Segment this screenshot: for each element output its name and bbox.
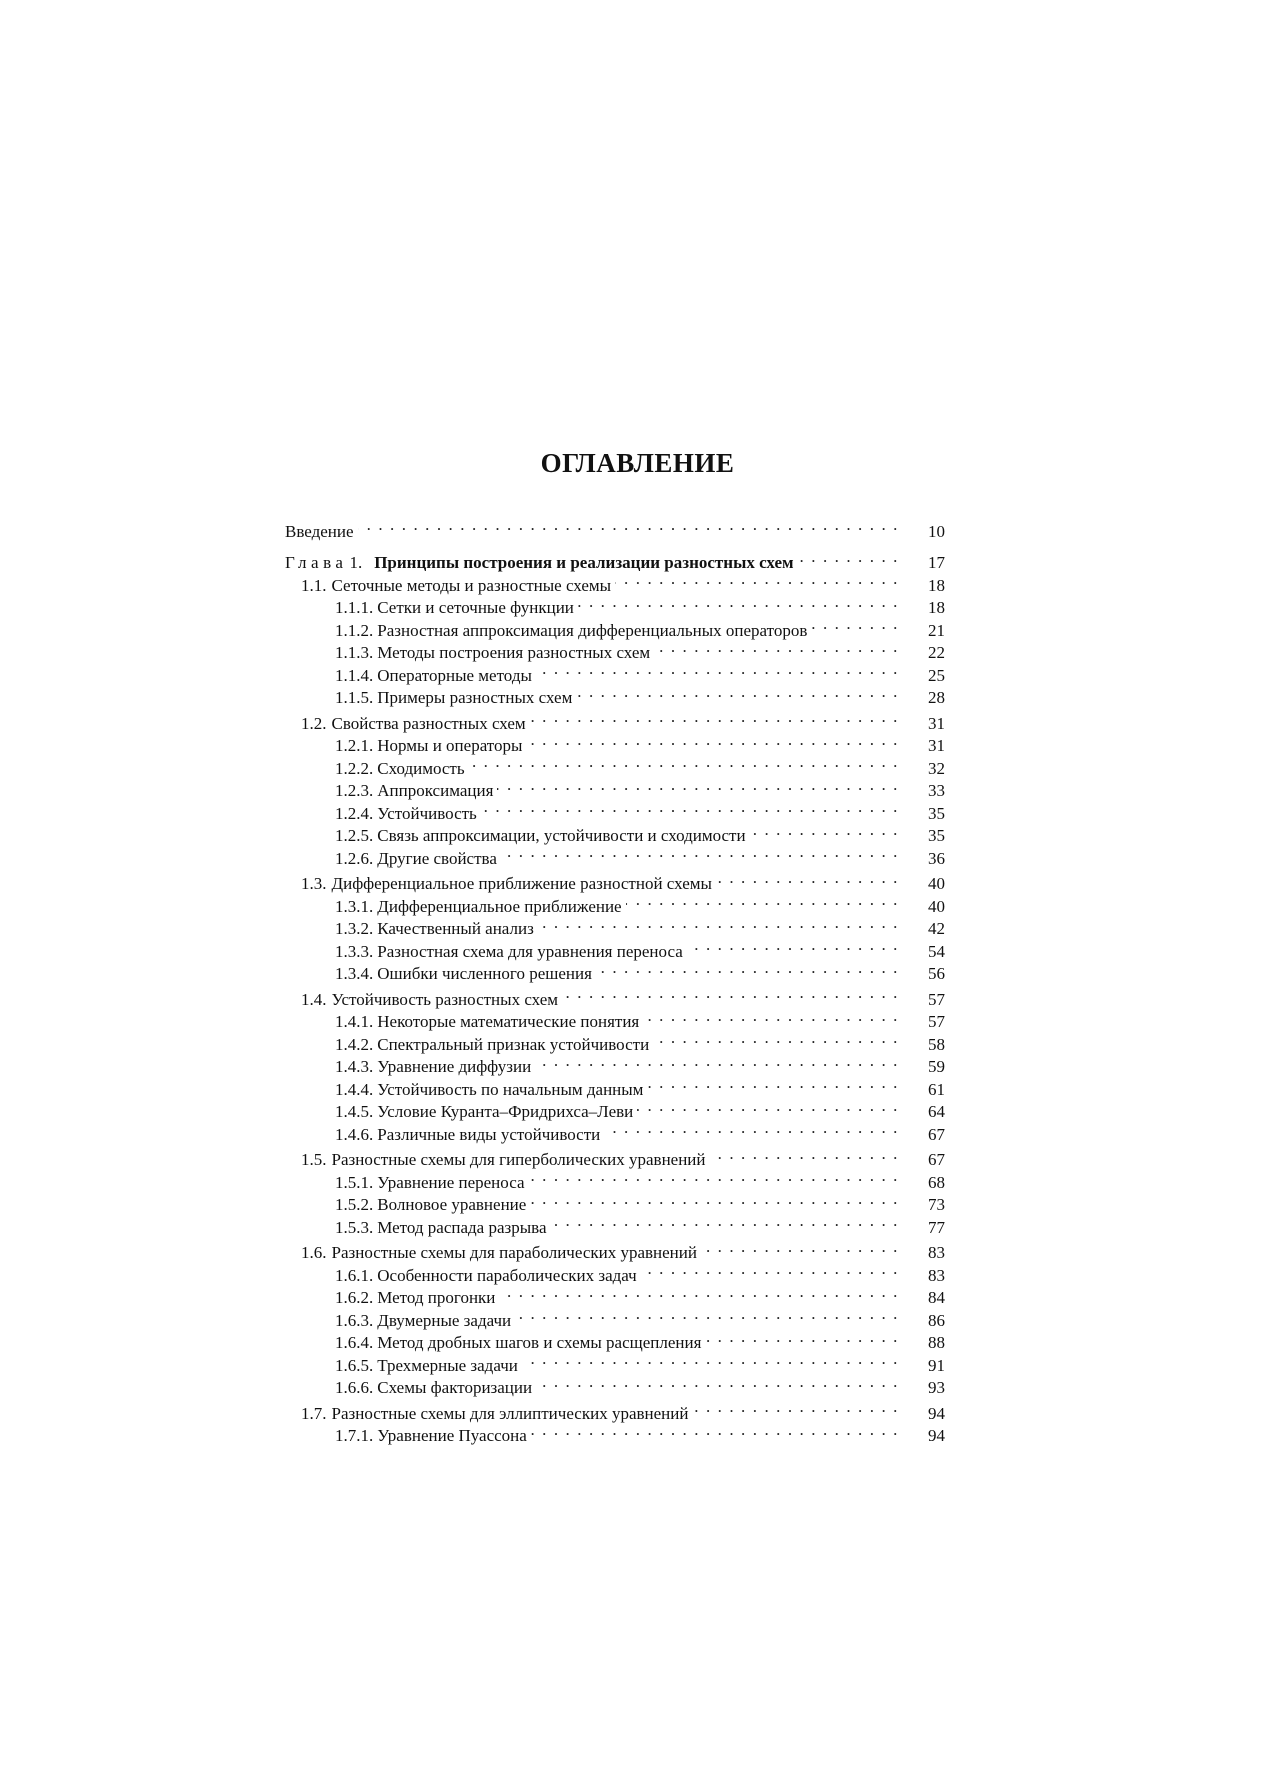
dot-leader: [653, 1027, 899, 1050]
chapter-title: Принципы построения и реализации разностных схем: [374, 553, 794, 572]
toc-entry-label: Операторные методы: [377, 665, 532, 685]
toc-entry-label: Свойства разностных схем: [331, 713, 526, 733]
dot-leader: [469, 751, 899, 774]
dot-leader: [531, 1419, 899, 1442]
page-title: ОГЛАВЛЕНИЕ: [540, 448, 735, 478]
toc-entry-number: 1.4.3.: [335, 1057, 374, 1076]
toc-entry-number: 1.4.1.: [335, 1012, 374, 1031]
toc-entry-label: Аппроксимация: [377, 781, 494, 800]
dot-leader: [538, 912, 899, 935]
dot-leader: [615, 568, 899, 591]
toc-entry-page: 61: [928, 1079, 945, 1099]
dot-leader: [647, 1072, 899, 1095]
toc-entry-label: Другие свойства: [377, 848, 497, 868]
toc-entry-page: 83: [928, 1265, 945, 1285]
toc-entry-label: Двумерные задачи: [377, 1310, 512, 1330]
toc-entry-page: 84: [928, 1288, 945, 1307]
toc-entry-label: Схемы факторизации: [377, 1378, 533, 1397]
toc-entry-label: Ошибки численного решения: [377, 964, 592, 983]
toc-entry-page: 42: [928, 919, 945, 938]
toc-entry-page: 57: [928, 1012, 945, 1031]
toc-entry-number: 1.4.5.: [335, 1102, 374, 1121]
toc-entry-number: 1.1.3.: [335, 643, 374, 662]
dot-leader: [526, 729, 899, 752]
dot-leader: [643, 1005, 899, 1028]
toc-entry-label: Устойчивость по начальным данным: [377, 1079, 644, 1099]
toc-entry-page: 31: [928, 713, 945, 733]
toc-entry-page: 83: [928, 1243, 945, 1262]
toc-entry-label: Разностная аппроксимация дифференциальных операторов: [377, 620, 808, 640]
toc-entry-intro[interactable]: [285, 514, 945, 541]
toc-entry-label: Дифференциальное приближение: [377, 896, 622, 916]
toc-entry-page: 57: [928, 989, 945, 1009]
toc-entry-label: Дифференциальное приближение разностной схемы: [331, 874, 712, 893]
dot-leader: [481, 796, 899, 819]
toc-entry-page: 67: [928, 1124, 945, 1144]
dot-leader: [358, 514, 899, 537]
dot-leader: [499, 1281, 899, 1304]
dot-leader: [535, 1050, 899, 1073]
toc-entry-page: 56: [928, 964, 945, 983]
toc-entry-number: 1.1.5.: [335, 688, 374, 707]
toc-entry-number: 1.3.: [301, 874, 327, 893]
dot-leader: [637, 1095, 899, 1118]
dot-leader: [811, 613, 899, 636]
toc-entry-label: Трехмерные задачи: [377, 1355, 518, 1375]
toc-entry-number: 1.2.5.: [335, 826, 374, 845]
dot-leader: [536, 658, 899, 681]
toc-entry-page: 31: [928, 736, 945, 755]
dot-leader: [604, 1117, 899, 1140]
toc-entry-page: 28: [928, 688, 945, 707]
toc-entry-label: Разностные схемы для параболических уравнений: [331, 1243, 697, 1262]
dot-leader: [497, 774, 899, 797]
toc-entry-number: 1.5.1.: [335, 1172, 374, 1192]
toc-entry-label: Уравнение переноса: [377, 1172, 525, 1192]
toc-entry-page: 77: [928, 1217, 945, 1237]
chapter-number: 1.: [349, 553, 363, 572]
toc-entry-number: 1.6.6.: [335, 1378, 374, 1397]
toc-entry-label: Нормы и операторы: [377, 736, 523, 755]
toc-entry-page: 40: [928, 874, 945, 893]
toc-entry-page: 54: [928, 941, 945, 961]
toc-entry-label: Метод дробных шагов и схемы расщепления: [377, 1333, 702, 1352]
toc-entry-number: 1.6.: [301, 1243, 327, 1262]
toc-entry-number: 1.4.2.: [335, 1034, 374, 1054]
toc-entry-label: Спектральный признак устойчивости: [377, 1034, 650, 1054]
toc-entry-label: Введение: [285, 521, 354, 541]
toc-entry-number: 1.4.4.: [335, 1079, 374, 1099]
toc-entry-page: 73: [928, 1195, 945, 1214]
toc-entry-number: 1.5.3.: [335, 1217, 374, 1237]
toc-entry-page: 93: [928, 1378, 945, 1397]
toc-entry-label: Уравнение Пуассона: [377, 1426, 527, 1445]
toc-entry-label: Примеры разностных схем: [377, 688, 573, 707]
toc-entry-number: 1.6.3.: [335, 1310, 374, 1330]
toc-entry-label: Условие Куранта–Фридрихса–Леви: [377, 1102, 634, 1121]
table-of-contents: [285, 514, 945, 1445]
toc-entry-number: 1.1.1.: [335, 598, 374, 617]
toc-entry-label: Устойчивость разностных схем: [331, 989, 559, 1009]
dot-leader: [692, 1396, 899, 1419]
toc-entry-page: 88: [928, 1333, 945, 1352]
dot-leader: [529, 1165, 899, 1188]
dot-leader: [641, 1258, 899, 1281]
toc-entry-label: Качественный анализ: [377, 919, 534, 938]
toc-entry-page: 35: [928, 803, 945, 823]
dot-leader: [750, 819, 899, 842]
toc-entry-number: 1.2.3.: [335, 781, 374, 800]
toc-entry-page: 40: [928, 896, 945, 916]
toc-entry-label: Некоторые математические понятия: [377, 1012, 640, 1031]
dot-leader: [530, 706, 899, 729]
dot-leader: [705, 1326, 899, 1349]
toc-entry-number: 1.1.4.: [335, 665, 374, 685]
toc-entry-number: 1.2.4.: [335, 803, 374, 823]
toc-entry-label: Сетки и сеточные функции: [377, 598, 574, 617]
toc-entry-number: 1.2.: [301, 713, 327, 733]
toc-entry-page: 67: [928, 1150, 945, 1169]
toc-entry-label: Метод прогонки: [377, 1288, 496, 1307]
toc-entry-number: 1.7.1.: [335, 1426, 374, 1445]
toc-entry-label: Методы построения разностных схем: [377, 643, 651, 662]
toc-entry-page: 10: [928, 521, 945, 541]
toc-entry-number: 1.6.5.: [335, 1355, 374, 1375]
toc-entry-label: Разностные схемы для эллиптических уравнений: [331, 1403, 689, 1423]
toc-entry-page: 68: [928, 1172, 945, 1192]
toc-entry-page: 94: [928, 1426, 945, 1445]
dot-leader: [710, 1143, 900, 1166]
toc-entry-label: Устойчивость: [377, 803, 477, 823]
toc-entry-page: 22: [928, 643, 945, 662]
dot-leader: [701, 1236, 899, 1259]
toc-entry-number: 1.3.4.: [335, 964, 374, 983]
toc-entry-page: 17: [928, 553, 945, 572]
dot-leader: [501, 841, 899, 864]
dot-leader: [626, 889, 899, 912]
toc-entry-page: 35: [928, 826, 945, 845]
dot-leader: [654, 636, 899, 659]
toc-entry-page: 25: [928, 665, 945, 685]
toc-entry-page: 94: [928, 1403, 945, 1423]
dot-leader: [551, 1210, 899, 1233]
toc-entry-number: 1.6.4.: [335, 1333, 374, 1352]
toc-entry-number: 1.1.: [301, 575, 327, 595]
dot-leader: [530, 1188, 899, 1211]
dot-leader: [578, 591, 899, 614]
toc-entry-label: Сеточные методы и разностные схемы: [331, 575, 612, 595]
toc-entry-number: 1.6.2.: [335, 1288, 374, 1307]
toc-entry-number: 1.3.3.: [335, 941, 374, 961]
toc-entry-number: 1.4.6.: [335, 1124, 374, 1144]
dot-leader: [562, 982, 899, 1005]
dot-leader: [522, 1348, 899, 1371]
toc-entry-label: Метод распада разрыва: [377, 1217, 547, 1237]
toc-entry-page: 32: [928, 758, 945, 778]
toc-entry-page: 36: [928, 848, 945, 868]
toc-entry-number: 1.5.: [301, 1150, 327, 1169]
toc-entry-chapter-1[interactable]: [285, 546, 945, 572]
dot-leader: [687, 934, 899, 957]
toc-entry-number: 1.7.: [301, 1403, 327, 1423]
toc-entry-label: Разностная схема для уравнения переноса: [377, 941, 683, 961]
toc-entry-label: Связь аппроксимации, устойчивости и сходимости: [377, 826, 746, 845]
toc-sections: [285, 568, 945, 1445]
toc-entry-page: 64: [928, 1102, 945, 1121]
toc-entry-label: Сходимость: [377, 758, 465, 778]
dot-leader: [515, 1303, 899, 1326]
toc-entry-number: 1.3.2.: [335, 919, 374, 938]
toc-entry-label: Разностные схемы для гиперболических уравнений: [331, 1150, 706, 1169]
dot-leader: [596, 957, 899, 980]
toc-entry-label: Различные виды устойчивости: [377, 1124, 601, 1144]
toc-entry-number: 1.3.1.: [335, 896, 374, 916]
toc-entry-page: 91: [928, 1355, 945, 1375]
chapter-word: Глава: [285, 553, 348, 572]
toc-entry-number: 1.5.2.: [335, 1195, 374, 1214]
toc-entry-label: Волновое уравнение: [377, 1195, 527, 1214]
dot-leader: [716, 867, 899, 890]
toc-entry-label: Уравнение диффузии: [377, 1057, 532, 1076]
toc-entry-number: 1.2.2.: [335, 758, 374, 778]
toc-entry-page: 21: [928, 620, 945, 640]
toc-entry-page: 18: [928, 575, 945, 595]
toc-entry-number: 1.4.: [301, 989, 327, 1009]
toc-entry-label: Особенности параболических задач: [377, 1265, 637, 1285]
toc-entry-number: 1.6.1.: [335, 1265, 374, 1285]
toc-entry-page: 86: [928, 1310, 945, 1330]
toc-entry-number: 1.2.6.: [335, 848, 374, 868]
toc-entry-number: 1.2.1.: [335, 736, 374, 755]
toc-entry-number: 1.1.2.: [335, 620, 374, 640]
toc-entry-page: 58: [928, 1034, 945, 1054]
toc-entry-page: 33: [928, 781, 945, 800]
toc-entry-page: 18: [928, 598, 945, 617]
toc-entry-page: 59: [928, 1057, 945, 1076]
dot-leader: [576, 681, 899, 704]
dot-leader: [798, 546, 899, 569]
dot-leader: [536, 1371, 899, 1394]
